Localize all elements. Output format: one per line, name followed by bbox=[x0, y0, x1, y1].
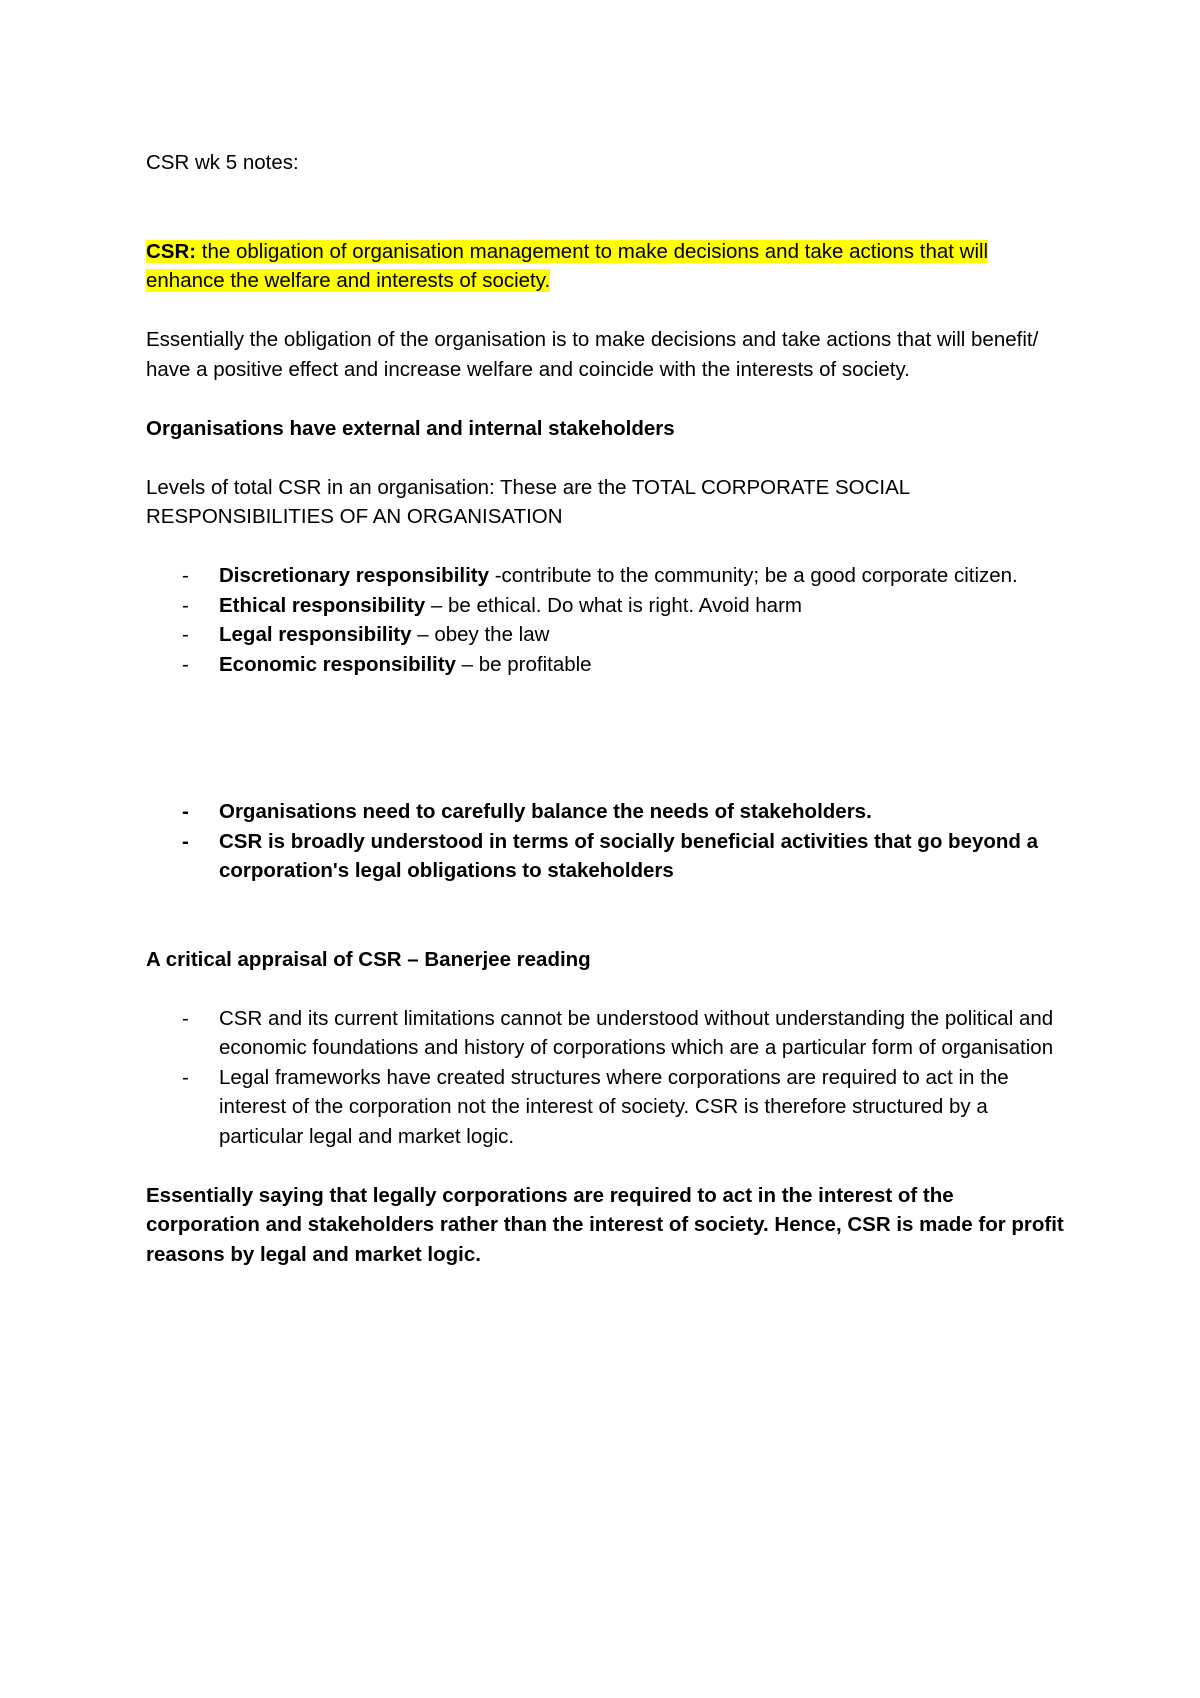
critical-point-text: CSR and its current limitations cannot be understood without understanding the political and economic foundations and history of corporations which are a particular form of organisation bbox=[219, 1006, 1054, 1059]
essentially-paragraph: Essentially the obligation of the organisation is to make decisions and take actions that will benefit/ have a positive effect and increase welfare and coincide with the interests of society. bbox=[146, 328, 1039, 381]
critical-points-list bbox=[146, 1004, 1066, 1152]
dash-bullet: - bbox=[182, 1065, 189, 1089]
csr-definition bbox=[146, 237, 1066, 296]
balance-point-text: CSR is broadly understood in terms of socially beneficial activities that go beyond a corporation's legal obligations to stakeholders bbox=[219, 829, 1039, 882]
balance-point-text: Organisations need to carefully balance the needs of stakeholders. bbox=[219, 800, 872, 823]
responsibilities-list bbox=[146, 561, 1066, 679]
list-item bbox=[146, 797, 1066, 827]
document-body bbox=[146, 148, 1066, 1269]
list-item bbox=[146, 620, 1066, 650]
definition-term: CSR: bbox=[146, 239, 197, 263]
responsibility-text: – obey the law bbox=[411, 623, 550, 646]
list-item bbox=[146, 827, 1066, 886]
list-item bbox=[146, 591, 1066, 621]
responsibility-term: Economic responsibility bbox=[219, 652, 456, 676]
dash-bullet: - bbox=[182, 1006, 189, 1030]
critical-appraisal-heading: A critical appraisal of CSR – Banerjee reading bbox=[146, 947, 591, 971]
dash-bullet: - bbox=[182, 564, 189, 587]
document-title: CSR wk 5 notes: bbox=[146, 151, 299, 174]
list-item bbox=[146, 1063, 1066, 1152]
responsibility-term: Legal responsibility bbox=[219, 623, 412, 646]
list-item bbox=[146, 650, 1066, 680]
responsibility-term: Ethical responsibility bbox=[219, 593, 426, 617]
dash-bullet: - bbox=[182, 829, 189, 853]
list-item bbox=[146, 1004, 1066, 1063]
levels-intro: Levels of total CSR in an organisation: These are the TOTAL CORPORATE SOCIAL RESPONSIBILITIES OF AN ORGANISATION bbox=[146, 475, 910, 528]
responsibility-text: – be ethical. Do what is right. Avoid harm bbox=[425, 593, 802, 617]
dash-bullet: - bbox=[182, 800, 189, 823]
dash-bullet: - bbox=[182, 593, 189, 617]
responsibility-term: Discretionary responsibility bbox=[219, 564, 490, 587]
critical-point-text: Legal frameworks have created structures where corporations are required to act in the interest of the corporation not the interest of society. CSR is therefore structured by a particular legal and market logic. bbox=[219, 1065, 1009, 1148]
responsibility-text: – be profitable bbox=[455, 652, 592, 676]
balance-points-list bbox=[146, 797, 1066, 886]
stakeholders-heading: Organisations have external and internal stakeholders bbox=[146, 416, 675, 440]
dash-bullet: - bbox=[182, 652, 189, 676]
definition-text: the obligation of organisation management to make decisions and take actions that will enhance the welfare and interests of society. bbox=[146, 239, 989, 292]
responsibility-text: -contribute to the community; be a good corporate citizen. bbox=[489, 564, 1018, 587]
conclusion-paragraph: Essentially saying that legally corporations are required to act in the interest of the corporation and stakeholders rather than the interest of society. Hence, CSR is made for profit reasons by legal and market logic. bbox=[146, 1183, 1064, 1266]
list-item bbox=[146, 561, 1066, 591]
dash-bullet: - bbox=[182, 623, 189, 646]
